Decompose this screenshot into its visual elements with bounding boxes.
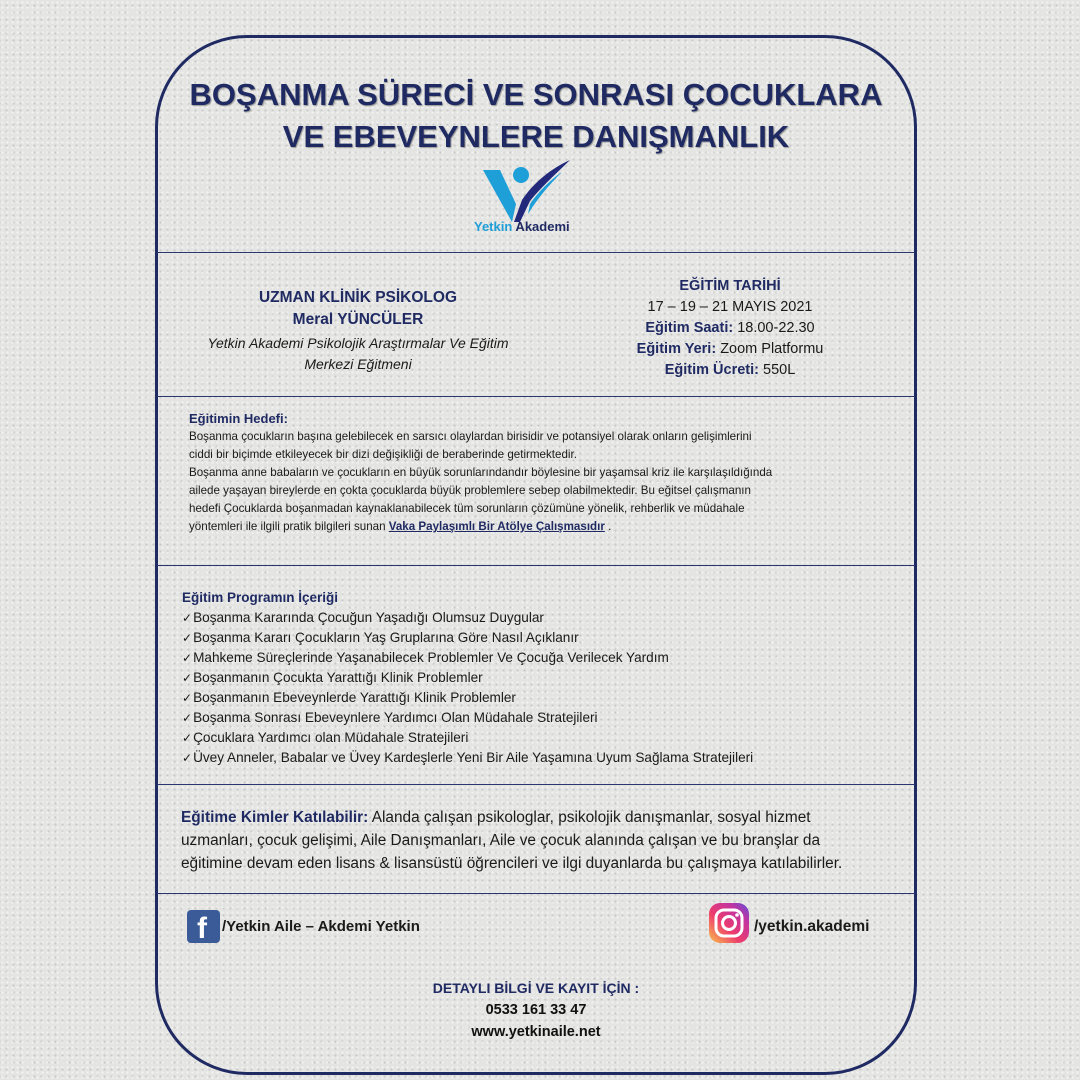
goal-line: ciddi bir biçimde etkileyecek bir dizi değişikliği de beraberinde getirmektedir. xyxy=(189,448,577,461)
training-details xyxy=(590,276,870,381)
training-fee xyxy=(590,360,870,381)
program-section xyxy=(182,588,882,768)
list-item-text: Boşanma Kararında Çocuğun Yaşadığı Olumsuz Duygular xyxy=(193,610,544,625)
divider xyxy=(157,565,915,566)
check-icon: ✓ xyxy=(182,711,193,725)
instagram-icon[interactable] xyxy=(708,902,750,944)
logo-wordmark xyxy=(474,219,570,234)
list-item xyxy=(182,728,882,748)
check-icon: ✓ xyxy=(182,691,193,705)
list-item-text: Boşanmanın Çocukta Yarattığı Klinik Problemler xyxy=(193,670,483,685)
facebook-glyph: f xyxy=(197,912,207,945)
goal-section xyxy=(189,410,889,536)
contact-website[interactable]: www.yetkinaile.net xyxy=(471,1024,601,1040)
list-item-text: Boşanma Kararı Çocukların Yaş Gruplarına Göre Nasıl Açıklanır xyxy=(193,630,579,645)
workshop-link[interactable]: Vaka Paylaşımlı Bir Atölye Çalışmasıdır xyxy=(388,520,605,533)
training-time-label: Eğitim Saati: xyxy=(645,320,734,336)
contact-phone[interactable]: 0533 161 33 47 xyxy=(485,1002,587,1018)
audience-text: Alanda çalışan psikologlar, psikolojik danışmanlar, sosyal hizmet xyxy=(368,809,811,826)
training-dates: 17 – 19 – 21 MAYIS 2021 xyxy=(647,299,813,315)
instructor-affiliation: Yetkin Akademi Psikolojik Araştırmalar Ve Eğitim Merkezi Eğitmeni xyxy=(207,335,509,372)
page-title xyxy=(165,74,907,158)
list-item-text: Boşanmanın Ebeveynlerde Yarattığı Klinik Problemler xyxy=(193,690,516,705)
list-item-text: Çocuklara Yardımcı olan Müdahale Stratejileri xyxy=(193,730,469,745)
check-icon: ✓ xyxy=(182,611,193,625)
title-line-2: VE EBEVEYNLERE DANIŞMANLIK xyxy=(282,119,790,154)
list-item xyxy=(182,668,882,688)
contact-footer xyxy=(336,977,736,1043)
list-item xyxy=(182,608,882,628)
audience-section xyxy=(181,806,896,875)
training-fee-value: 550L xyxy=(758,362,796,378)
facebook-icon[interactable] xyxy=(187,910,220,943)
divider xyxy=(157,784,915,785)
training-date-label: EĞİTİM TARİHİ xyxy=(679,278,781,294)
program-list xyxy=(182,608,882,768)
title-line-1: BOŞANMA SÜRECİ VE SONRASI ÇOCUKLARA xyxy=(189,77,883,112)
check-icon: ✓ xyxy=(182,731,193,745)
training-place-label: Eğitim Yeri: xyxy=(636,341,717,357)
facebook-link[interactable]: /Yetkin Aile – Akdemi Yetkin xyxy=(222,918,420,935)
goal-line-text: yöntemleri ile ilgili pratik bilgileri sunan xyxy=(189,520,389,533)
audience-text: eğitimine devam eden lisans & lisansüstü öğrencileri ve ilgi duyanlarda bu çalışmaya katılabilirler. xyxy=(181,855,843,872)
list-item xyxy=(182,628,882,648)
divider xyxy=(157,893,915,894)
goal-line: Boşanma çocukların başına gelebilecek en sarsıcı olaylardan birisidir ve potansiyel olarak onların gelişimlerini xyxy=(189,430,752,443)
instructor-name: Meral YÜNCÜLER xyxy=(292,311,424,328)
program-heading: Eğitim Programın İçeriği xyxy=(182,590,339,605)
goal-heading: Eğitimin Hedefi: xyxy=(189,411,288,426)
divider xyxy=(157,396,915,397)
list-item xyxy=(182,648,882,668)
check-icon: ✓ xyxy=(182,631,193,645)
training-place xyxy=(590,339,870,360)
instructor-block xyxy=(188,287,528,375)
list-item-text: Mahkeme Süreçlerinde Yaşanabilecek Problemler Ve Çocuğa Verilecek Yardım xyxy=(193,650,669,665)
check-icon: ✓ xyxy=(182,751,193,765)
goal-line: ailede yaşayan bireylerde en çokta çocuklarda büyük problemlere sebep olabilmektedir. Bu eğitsel çalışmanın xyxy=(189,484,751,497)
list-item-text: Üvey Anneler, Babalar ve Üvey Kardeşlerle Yeni Bir Aile Yaşamına Uyum Sağlama Stratejileri xyxy=(193,750,754,765)
goal-line: hedefi Çocuklarda boşanmadan kaynaklanabilecek tüm sorunların çözümüne yönelik, rehberlik ve müdahale xyxy=(189,502,745,515)
contact-heading: DETAYLI BİLGİ VE KAYIT İÇİN : xyxy=(432,980,640,996)
audience-text: uzmanları, çocuk gelişimi, Aile Danışmanları, Aile ve çocuk alanında çalışan ve bu branşlar da xyxy=(181,832,821,849)
goal-line xyxy=(189,518,889,536)
logo-wordmark-part1: Yetkin xyxy=(474,219,513,234)
audience-label: Eğitime Kimler Katılabilir: xyxy=(181,809,369,826)
check-icon: ✓ xyxy=(182,651,193,665)
training-time xyxy=(590,318,870,339)
training-time-value: 18.00-22.30 xyxy=(733,320,815,336)
training-place-value: Zoom Platformu xyxy=(716,341,824,357)
divider xyxy=(157,252,915,253)
list-item-text: Boşanma Sonrası Ebeveynlere Yardımcı Olan Müdahale Stratejileri xyxy=(193,710,598,725)
goal-line-end: . xyxy=(604,520,612,533)
goal-line: Boşanma anne babaların ve çocukların en büyük sorunlarındandır böylesine bir yaşamsal kriz ile karşılaşıldığında xyxy=(189,466,773,479)
logo-wordmark-part2: Akademi xyxy=(512,219,570,234)
list-item xyxy=(182,708,882,728)
instructor-title: UZMAN KLİNİK PSİKOLOG xyxy=(258,289,458,306)
list-item xyxy=(182,688,882,708)
training-fee-label: Eğitim Ücreti: xyxy=(664,362,759,378)
list-item xyxy=(182,748,882,768)
instagram-link[interactable]: /yetkin.akademi xyxy=(754,918,870,935)
check-icon: ✓ xyxy=(182,671,193,685)
